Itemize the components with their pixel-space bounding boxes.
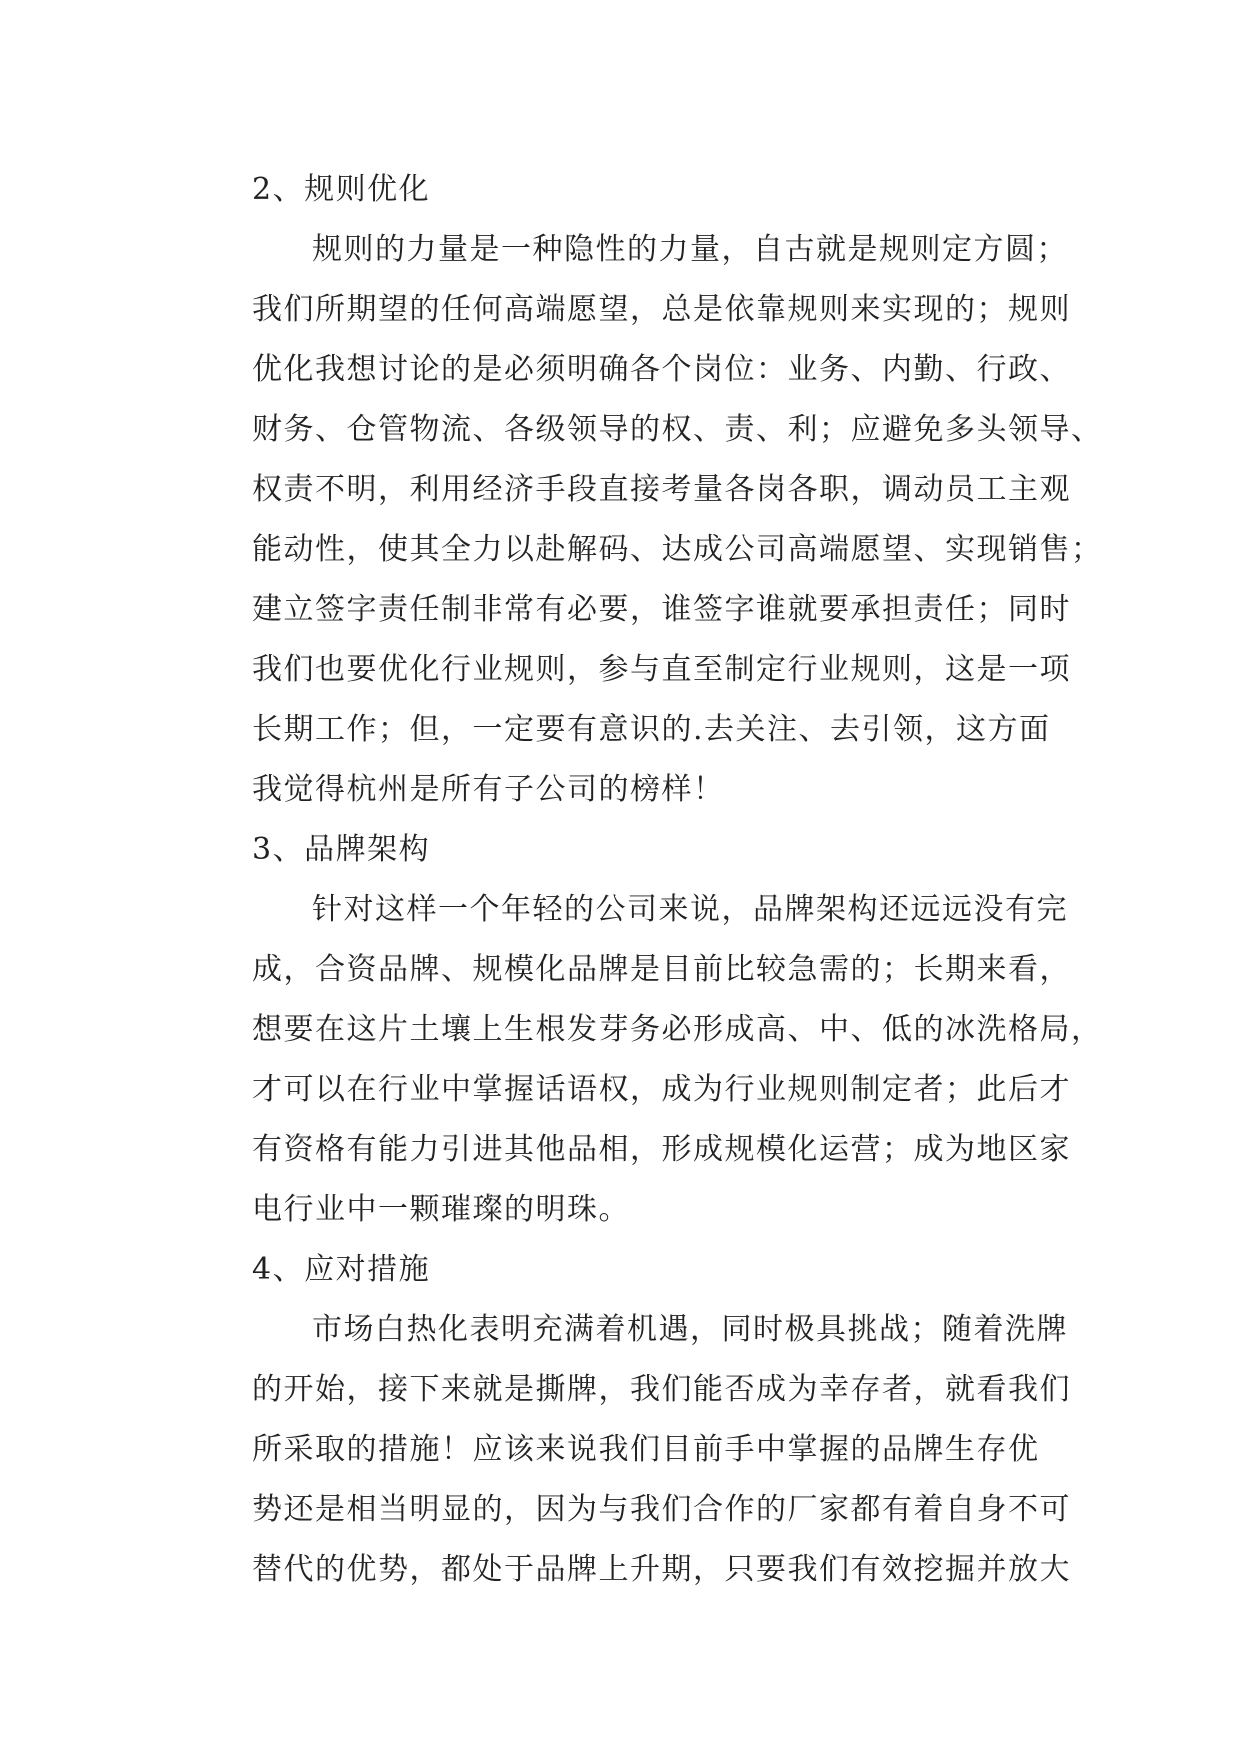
paragraph-line: 市场白热化表明充满着机遇，同时极具挑战；随着洗牌 <box>312 1312 1068 1347</box>
section-rules-optimization <box>192 160 1103 820</box>
section-heading: 4、应对措施 <box>252 1252 431 1287</box>
paragraph-line: 优化我想讨论的是必须明确各个岗位：业务、内勤、行政、 <box>252 352 1071 387</box>
paragraph-line: 建立签字责任制非常有必要，谁签字谁就要承担责任；同时 <box>252 592 1071 627</box>
section-brand-architecture <box>192 820 1103 1240</box>
paragraph-line: 替代的优势，都处于品牌上升期，只要我们有效挖掘并放大 <box>252 1552 1071 1587</box>
section-heading: 3、品牌架构 <box>252 832 431 867</box>
paragraph-line: 才可以在行业中掌握话语权，成为行业规则制定者；此后才 <box>252 1072 1071 1107</box>
paragraph-line: 我们所期望的任何高端愿望，总是依靠规则来实现的；规则 <box>252 292 1071 327</box>
paragraph-line: 成，合资品牌、规模化品牌是目前比较急需的；长期来看， <box>252 952 1071 987</box>
paragraph-line: 势还是相当明显的，因为与我们合作的厂家都有着自身不可 <box>252 1492 1071 1527</box>
section-heading: 2、规则优化 <box>252 172 431 207</box>
paragraph-line: 所采取的措施！应该来说我们目前手中掌握的品牌生存优 <box>252 1432 1040 1467</box>
section-paragraph <box>192 880 1103 1240</box>
paragraph-line: 我觉得杭州是所有子公司的榜样！ <box>252 772 725 807</box>
paragraph-line: 规则的力量是一种隐性的力量，自古就是规则定方圆； <box>312 232 1068 267</box>
section-countermeasures <box>192 1240 1071 1600</box>
paragraph-line: 有资格有能力引进其他品相，形成规模化运营；成为地区家 <box>252 1132 1071 1167</box>
section-paragraph <box>192 220 1103 820</box>
paragraph-line: 权责不明，利用经济手段直接考量各岗各职，调动员工主观 <box>252 472 1071 507</box>
paragraph-line: 针对这样一个年轻的公司来说，品牌架构还远远没有完 <box>312 892 1068 927</box>
section-paragraph <box>192 1300 1071 1600</box>
paragraph-line: 我们也要优化行业规则，参与直至制定行业规则，这是一项 <box>252 652 1071 687</box>
paragraph-line: 长期工作；但，一定要有意识的.去关注、去引领，这方面 <box>252 712 1051 747</box>
paragraph-line: 财务、仓管物流、各级领导的权、责、利；应避免多头领导、 <box>252 412 1103 447</box>
paragraph-line: 想要在这片土壤上生根发芽务必形成高、中、低的冰洗格局， <box>252 1012 1103 1047</box>
paragraph-line: 电行业中一颗璀璨的明珠。 <box>252 1192 630 1227</box>
document-body <box>192 160 1103 1600</box>
paragraph-line: 能动性，使其全力以赴解码、达成公司高端愿望、实现销售； <box>252 532 1103 567</box>
paragraph-line: 的开始，接下来就是撕牌，我们能否成为幸存者，就看我们 <box>252 1372 1071 1407</box>
